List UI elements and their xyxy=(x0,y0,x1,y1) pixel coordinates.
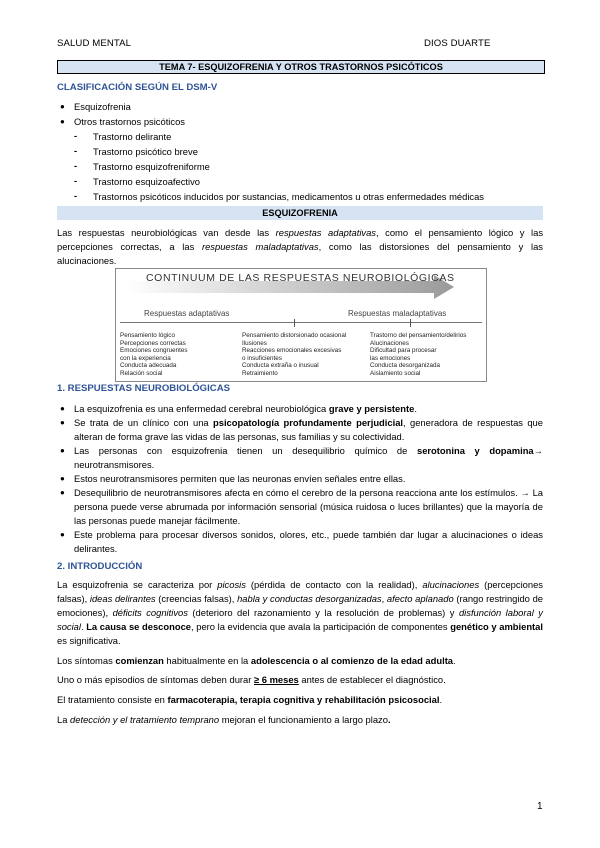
figure-col-middle: Pensamiento distorsionado ocasional Ilusiones Reacciones emocionales excesivas o insuficientes Conducta extraña o inusual Retraimiento xyxy=(242,332,347,377)
figure-right-label: Respuestas maladaptativas xyxy=(348,309,447,318)
figure-axis xyxy=(120,322,482,323)
continuum-figure xyxy=(115,268,487,382)
class-subitem: Trastornos psicóticos inducidos por sustancias, medicamentos u otras enfermedades médicas xyxy=(93,191,484,202)
bullet-icon: ● xyxy=(60,530,65,539)
bullet-text: Se trata de un clínico con una psicopatología profundamente perjudicial, generadora de respuestas que alteran de forma grave las vidas de las personas, sus familias y su colectividad. xyxy=(74,417,543,442)
bullet-icon: ● xyxy=(60,488,65,497)
figure-tick xyxy=(410,319,411,327)
bullet-icon: ● xyxy=(60,404,65,413)
dash-icon: - xyxy=(74,190,78,201)
class-subitem: Trastorno esquizofreniforme xyxy=(93,161,210,172)
figure-col-adaptive: Pensamiento lógico Percepciones correctas Emociones congruentes con la experiencia Conducta adecuada Relación social xyxy=(120,332,188,377)
class-item: Otros trastornos psicóticos xyxy=(74,116,185,127)
bullet-text: Estos neurotransmisores permiten que las neuronas envíen señales entre ellas. xyxy=(74,473,406,484)
intro-paragraph: Las respuestas neurobiológicas van desde las respuestas adaptativas, como el pensamiento lógico y las percepciones correctas, a las respuestas maladaptativas, como las distorsiones del pensamiento y las alucinaciones. xyxy=(57,227,544,266)
figure-title: CONTINUUM DE LAS RESPUESTAS NEUROBIOLÓGICAS xyxy=(146,272,455,284)
treatment-paragraph: El tratamiento consiste en farmacoterapia, terapia cognitiva y rehabilitación psicosocial. xyxy=(57,694,443,705)
figure-col-maladaptive: Trastorno del pensamiento/delirios Alucinaciones Dificultad para procesar las emociones Conducta desorganizada Aislamiento social xyxy=(370,332,467,377)
bullet-icon: ● xyxy=(60,446,65,455)
figure-left-label: Respuestas adaptativas xyxy=(144,309,230,318)
onset-paragraph: Los síntomas comienzan habitualmente en la adolescencia o al comienzo de la edad adulta. xyxy=(57,655,456,666)
dash-icon: - xyxy=(74,175,78,186)
dash-icon: - xyxy=(74,145,78,156)
class-subitem: Trastorno esquizoafectivo xyxy=(93,176,200,187)
bullet-text: La esquizofrenia es una enfermedad cerebral neurobiológica grave y persistente. xyxy=(74,403,417,414)
class-subitem: Trastorno delirante xyxy=(93,131,172,142)
intro-section-paragraph: La esquizofrenia se caracteriza por picosis (pérdida de contacto con la realidad), alucinaciones (percepciones falsas), ideas delirantes (creencias falsas), habla y conductas desorganizadas, afecto aplanado (rango restringido de emociones), déficits cognitivos (deterioro del razonamiento y la resolución de problemas) y disfunción laboral y social. La causa se desconoce, pero la evidencia que avala la participación de componentes genético y ambiental es significativa. xyxy=(57,579,543,646)
header-author: DIOS DUARTE xyxy=(424,38,491,49)
header-subject: SALUD MENTAL xyxy=(57,38,132,49)
bullet-text: Desequilibrio de neurotransmisores afecta en cómo el cerebro de la persona reacciona ante los estímulos. → La persona puede verse abrumada por información sensorial (música ruidosa o luces brillantes) que la mayoría de las personas puede manejar fácilmente. xyxy=(74,487,543,526)
duration-paragraph: Uno o más episodios de síntomas deben durar ≥ 6 meses antes de establecer el diagnóstico. xyxy=(57,674,446,685)
section2-heading: 2. INTRODUCCIÓN xyxy=(57,561,143,572)
dash-icon: - xyxy=(74,130,78,141)
classification-heading: CLASIFICACIÓN SEGÚN EL DSM-V xyxy=(57,82,218,93)
bullet-icon: ● xyxy=(60,117,65,126)
bullet-text: Este problema para procesar diversos sonidos, olores, etc., puede también dar lugar a alucinaciones o ideas delirantes. xyxy=(74,529,543,554)
topic-title: TEMA 7- ESQUIZOFRENIA Y OTROS TRASTORNOS PSICÓTICOS xyxy=(57,60,545,74)
class-item: Esquizofrenia xyxy=(74,101,131,112)
bullet-text: Las personas con esquizofrenia tienen un desequilibrio químico de serotonina y dopamina→ neurotransmisores. xyxy=(74,445,544,470)
page-number: 1 xyxy=(537,801,543,812)
bullet-icon: ● xyxy=(60,418,65,427)
early-detection-paragraph: La detección y el tratamiento temprano mejoran el funcionamiento a largo plazo. xyxy=(57,714,391,725)
bullet-icon: ● xyxy=(60,474,65,483)
section-title: ESQUIZOFRENIA xyxy=(57,206,543,220)
figure-tick xyxy=(294,319,295,327)
bullet-icon: ● xyxy=(60,102,65,111)
section1-heading: 1. RESPUESTAS NEUROBIOLÓGICAS xyxy=(57,383,231,394)
class-subitem: Trastorno psicótico breve xyxy=(93,146,198,157)
dash-icon: - xyxy=(74,160,78,171)
